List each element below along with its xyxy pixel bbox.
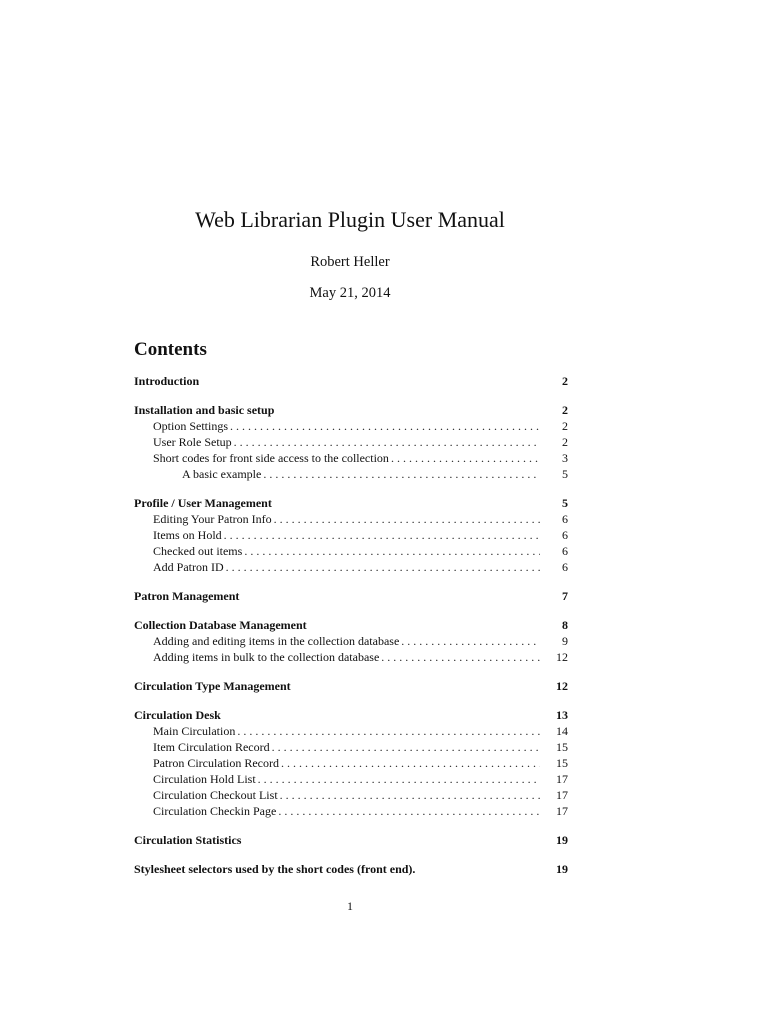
toc-dot-leader [272, 739, 540, 755]
toc-entry-main-circulation[interactable] [134, 723, 570, 739]
toc-entry-page: 15 [556, 756, 568, 770]
toc-entry-page: 3 [562, 451, 568, 465]
toc-dot-leader [281, 755, 540, 771]
toc-entry-title: Profile / User Management [134, 496, 272, 510]
toc-entry-page: 19 [556, 833, 568, 847]
toc-entry-title: Short codes for front side access to the collection [153, 451, 389, 465]
toc-entry-page: 5 [562, 467, 568, 481]
toc-entry-title: Add Patron ID [153, 560, 224, 574]
toc-dot-leader [226, 559, 540, 575]
document-author: Robert Heller [310, 254, 390, 270]
toc-entry-page: 2 [562, 403, 568, 417]
toc-dot-leader [244, 543, 540, 559]
toc-entry-title: Stylesheet selectors used by the short codes (front end). [134, 862, 416, 876]
toc-dot-leader [234, 434, 540, 450]
toc-entry-page: 7 [562, 589, 568, 603]
toc-entry-page: 19 [556, 862, 568, 876]
toc-entry-add-patron-id[interactable] [134, 559, 570, 575]
toc-entry-title: Circulation Checkout List [153, 788, 278, 802]
toc-dot-leader [263, 466, 540, 482]
toc-entry-checked-out-items[interactable] [134, 543, 570, 559]
toc-entry-title: User Role Setup [153, 435, 232, 449]
toc-entry-title: Main Circulation [153, 724, 236, 738]
toc-entry-title: Circulation Statistics [134, 833, 242, 847]
toc-entry-title: Circulation Type Management [134, 679, 291, 693]
toc-entry-adding-items-bulk[interactable] [134, 649, 570, 665]
toc-entry-title: Patron Circulation Record [153, 756, 279, 770]
toc-entry-title: Items on Hold [153, 528, 222, 542]
toc-entry-circulation-hold-list[interactable] [134, 771, 570, 787]
toc-entry-page: 5 [562, 496, 568, 510]
toc-entry-profile-user-management[interactable] [134, 495, 570, 511]
toc-entry-page: 14 [556, 724, 568, 738]
toc-entry-title: Option Settings [153, 419, 229, 433]
toc-entry-title: Introduction [134, 374, 200, 388]
toc-entry-title: Circulation Desk [134, 708, 221, 722]
toc-entry-title: Adding and editing items in the collection database [153, 634, 400, 648]
toc-dot-leader [280, 787, 540, 803]
table-of-contents [134, 373, 570, 877]
toc-dot-leader [381, 649, 540, 665]
toc-entry-page: 6 [562, 512, 568, 526]
toc-entry-stylesheet-selectors[interactable] [134, 861, 570, 877]
toc-entry-page: 6 [562, 528, 568, 542]
toc-entry-page: 17 [556, 772, 568, 786]
toc-dot-leader [274, 511, 540, 527]
toc-entry-items-on-hold[interactable] [134, 527, 570, 543]
toc-entry-short-codes[interactable] [134, 450, 570, 466]
toc-entry-page: 12 [556, 679, 568, 693]
toc-entry-page: 9 [562, 634, 568, 648]
toc-entry-page: 6 [562, 560, 568, 574]
toc-entry-title: Collection Database Management [134, 618, 307, 632]
toc-entry-title: Editing Your Patron Info [153, 512, 272, 526]
toc-entry-title: Checked out items [153, 544, 243, 558]
toc-entry-patron-circulation-record[interactable] [134, 755, 570, 771]
toc-dot-leader [401, 633, 540, 649]
toc-entry-title: Patron Management [134, 589, 240, 603]
toc-dot-leader [278, 803, 540, 819]
toc-entry-page: 2 [562, 374, 568, 388]
toc-entry-circulation-desk[interactable] [134, 707, 570, 723]
toc-entry-circulation-type-management[interactable] [134, 678, 570, 694]
toc-entry-title: Installation and basic setup [134, 403, 275, 417]
toc-dot-leader [230, 418, 540, 434]
toc-entry-installation[interactable] [134, 402, 570, 418]
toc-entry-adding-editing-items[interactable] [134, 633, 570, 649]
toc-entry-page: 8 [562, 618, 568, 632]
toc-dot-leader [237, 723, 540, 739]
toc-entry-title: Adding items in bulk to the collection database [153, 650, 380, 664]
toc-dot-leader [391, 450, 540, 466]
toc-entry-title: A basic example [182, 467, 262, 481]
toc-entry-circulation-checkin-page[interactable] [134, 803, 570, 819]
toc-entry-introduction[interactable] [134, 373, 570, 389]
toc-entry-circulation-statistics[interactable] [134, 832, 570, 848]
toc-entry-title: Circulation Checkin Page [153, 804, 277, 818]
toc-entry-patron-management[interactable] [134, 588, 570, 604]
toc-entry-title: Circulation Hold List [153, 772, 256, 786]
toc-entry-page: 13 [556, 708, 568, 722]
document-title: Web Librarian Plugin User Manual [195, 207, 505, 232]
toc-entry-basic-example[interactable] [134, 466, 570, 482]
toc-entry-page: 2 [562, 435, 568, 449]
document-date: May 21, 2014 [309, 285, 391, 301]
toc-entry-page: 17 [556, 804, 568, 818]
toc-entry-option-settings[interactable] [134, 418, 570, 434]
toc-entry-editing-patron-info[interactable] [134, 511, 570, 527]
toc-entry-page: 15 [556, 740, 568, 754]
toc-dot-leader [258, 771, 540, 787]
toc-entry-page: 2 [562, 419, 568, 433]
toc-entry-collection-database-management[interactable] [134, 617, 570, 633]
toc-entry-title: Item Circulation Record [153, 740, 270, 754]
toc-entry-user-role-setup[interactable] [134, 434, 570, 450]
toc-entry-page: 17 [556, 788, 568, 802]
toc-entry-page: 6 [562, 544, 568, 558]
toc-entry-item-circulation-record[interactable] [134, 739, 570, 755]
page-number: 1 [347, 899, 353, 913]
contents-heading: Contents [134, 339, 207, 360]
toc-entry-circulation-checkout-list[interactable] [134, 787, 570, 803]
toc-entry-page: 12 [556, 650, 568, 664]
toc-dot-leader [224, 527, 540, 543]
